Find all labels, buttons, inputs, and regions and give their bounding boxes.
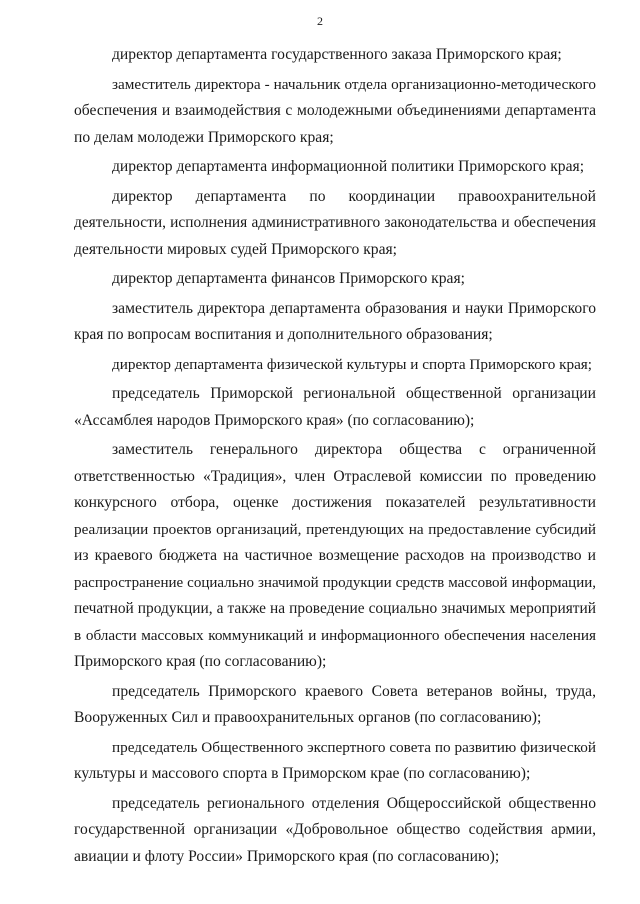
text-line: конкурсного отбора, оценке достижения показателей результативности	[74, 494, 596, 511]
text-line: культуры и массового спорта в Приморском крае (по согласованию);	[74, 765, 531, 782]
list-item	[74, 735, 596, 788]
list-item	[74, 791, 596, 871]
list-item	[74, 437, 596, 676]
list-item	[74, 184, 596, 264]
text-line: председатель Общественного экспертного совета по развитию физической	[112, 738, 596, 756]
text-line: Вооруженных Сил и правоохранительных органов (по согласованию);	[74, 709, 542, 726]
text-line: по делам молодежи Приморского края;	[74, 128, 334, 146]
list-item	[74, 266, 596, 293]
document-body	[74, 42, 596, 873]
list-item	[74, 679, 596, 732]
text-line: директор департамента государственного заказа Приморского края;	[112, 46, 562, 63]
text-line: деятельности, исполнения административного законодательства и обеспечения	[74, 214, 596, 231]
list-item	[74, 381, 596, 434]
text-line: председатель Приморской региональной общественной организации	[112, 385, 596, 402]
text-line: ответственностью «Традиция», член Отраслевой комиссии по проведению	[74, 467, 596, 485]
text-line: обеспечения и взаимодействия с молодежными объединениями департамента	[74, 102, 596, 119]
text-line: заместитель генерального директора общества с ограниченной	[112, 441, 596, 458]
text-line: края по вопросам воспитания и дополнительного образования;	[74, 326, 493, 343]
text-line: реализации проектов организаций, претендующих на предоставление субсидий	[74, 520, 596, 538]
text-line: директор департамента финансов Приморского края;	[112, 270, 465, 287]
text-line: «Ассамблея народов Приморского края» (по согласованию);	[74, 411, 475, 429]
text-line: председатель регионального отделения Общероссийской общественно	[112, 794, 596, 812]
page-number: 2	[317, 14, 323, 28]
text-line: авиации и флоту России» Приморского края (по согласованию);	[74, 847, 500, 865]
text-line: печатной продукции, а также на проведение социально значимых мероприятий	[74, 600, 596, 617]
list-item	[74, 296, 596, 349]
list-item	[74, 72, 596, 152]
text-line: директор департамента физической культуры и спорта Приморского края;	[112, 355, 593, 373]
text-line: директор департамента информационной политики Приморского края;	[112, 158, 585, 175]
text-line: председатель Приморского краевого Совета ветеранов войны, труда,	[112, 682, 596, 700]
list-item	[74, 42, 596, 69]
text-line: Приморского края (по согласованию);	[74, 653, 327, 670]
text-line: заместитель директора - начальник отдела организационно-методического	[112, 75, 596, 93]
text-line: деятельности мировых судей Приморского края;	[74, 240, 398, 258]
text-line: из краевого бюджета на частичное возмещение расходов на производство и	[74, 547, 596, 564]
text-line: государственной организации «Добровольное общество содействия армии,	[74, 821, 596, 838]
text-line: директор департамента по координации правоохранительной	[112, 187, 596, 205]
text-line: распространение социально значимой продукции средств массовой информации,	[74, 574, 596, 591]
text-line: в области массовых коммуникаций и информационного обеспечения населения	[74, 626, 596, 644]
list-item	[74, 154, 596, 181]
text-line: заместитель директора департамента образования и науки Приморского	[112, 299, 596, 317]
list-item	[74, 352, 596, 379]
